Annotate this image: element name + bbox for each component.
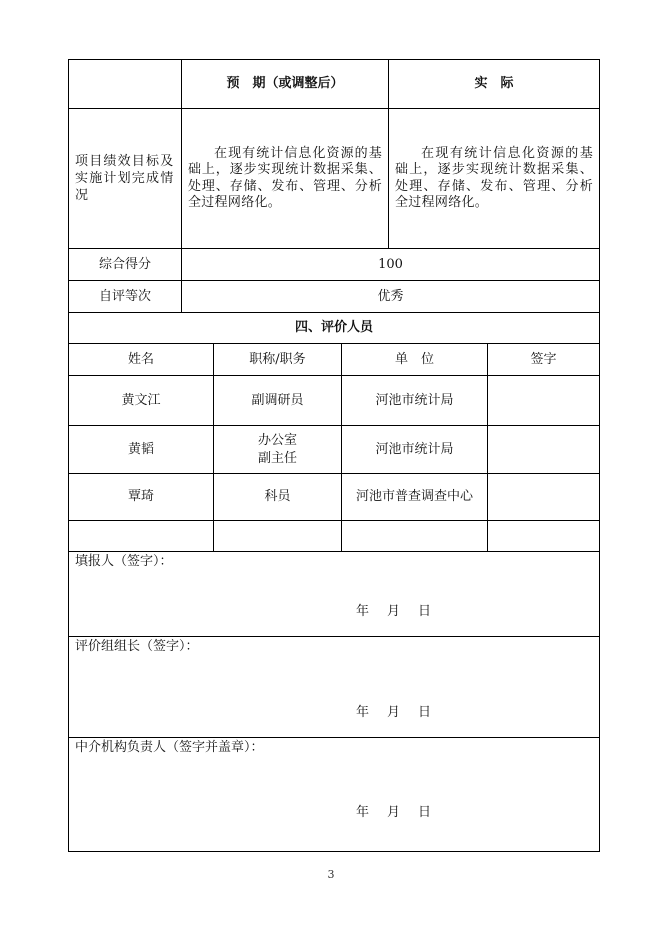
evaluator-title: 科员 (213, 473, 342, 521)
filler-date (356, 603, 449, 621)
agency-signature-label: 中介机构负责人（签字并盖章）： (75, 740, 264, 755)
evaluator-unit: 河池市普查调查中心 (341, 473, 488, 521)
col-header-sign: 签字 (487, 343, 600, 376)
leader-signature-block[interactable] (68, 636, 600, 738)
evaluator-title: 副调研员 (213, 375, 342, 426)
page-number: 3 (327, 868, 335, 881)
header-expected: 预 期（或调整后） (181, 59, 389, 109)
evaluator-title-line2: 副主任 (257, 450, 297, 466)
performance-actual-text: 在现有统计信息化资源的基础上，逐步实现统计数据采集、处理、存储、发布、管理、分析全过程网络化。 (395, 145, 593, 210)
evaluator-sign-field[interactable] (487, 473, 600, 521)
day-label: 日 (418, 705, 432, 720)
score-value: 100 (181, 248, 600, 281)
evaluator-title-line1: 办公室 (257, 432, 297, 448)
grade-label: 自评等次 (68, 280, 182, 313)
evaluator-sign-field[interactable] (487, 375, 600, 426)
filler-signature-label: 填报人（签字）： (75, 554, 173, 569)
filler-signature-block[interactable] (68, 551, 600, 637)
evaluator-unit: 河池市统计局 (341, 425, 488, 474)
col-header-unit: 单 位 (341, 343, 488, 376)
score-label: 综合得分 (68, 248, 182, 281)
month-label: 月 (387, 705, 401, 720)
performance-label: 项目绩效目标及实施计划完成情况 (68, 108, 182, 249)
evaluator-unit: 河池市统计局 (341, 375, 488, 426)
evaluator-sign-field[interactable] (487, 425, 600, 474)
agency-date (356, 804, 449, 822)
day-label: 日 (418, 805, 432, 820)
performance-expected-cell (181, 108, 389, 249)
evaluator-unit-empty[interactable] (341, 520, 488, 552)
header-actual: 实 际 (388, 59, 600, 109)
year-label: 年 (356, 805, 370, 820)
leader-date (356, 704, 449, 722)
col-header-name: 姓名 (68, 343, 214, 376)
agency-signature-block[interactable] (68, 737, 600, 852)
evaluator-title-cell (213, 425, 342, 474)
performance-expected-text: 在现有统计信息化资源的基础上，逐步实现统计数据采集、处理、存储、发布、管理、分析全过程网络化。 (188, 145, 382, 210)
evaluator-name-empty[interactable] (68, 520, 214, 552)
evaluator-sign-empty[interactable] (487, 520, 600, 552)
col-header-title: 职称/职务 (213, 343, 342, 376)
day-label: 日 (418, 604, 432, 619)
evaluator-name: 覃琦 (68, 473, 214, 521)
year-label: 年 (356, 604, 370, 619)
evaluator-name: 黄韬 (68, 425, 214, 474)
performance-actual-cell (388, 108, 600, 249)
month-label: 月 (387, 604, 401, 619)
grade-value: 优秀 (181, 280, 600, 313)
leader-signature-label: 评价组组长（签字）： (75, 639, 199, 654)
evaluator-name: 黄文江 (68, 375, 214, 426)
year-label: 年 (356, 705, 370, 720)
evaluator-title-empty[interactable] (213, 520, 342, 552)
month-label: 月 (387, 805, 401, 820)
section-title-evaluators: 四、评价人员 (68, 312, 600, 344)
header-blank-cell (68, 59, 182, 109)
